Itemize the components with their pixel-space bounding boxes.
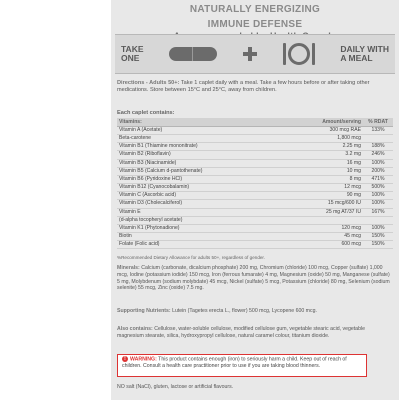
directions-text xyxy=(117,80,393,94)
dose-take-one xyxy=(121,45,144,64)
warning-icon: ! xyxy=(122,356,128,362)
table-row xyxy=(117,175,393,183)
table-header-row xyxy=(117,118,393,127)
dose-one-text: ONE xyxy=(121,53,140,63)
warning-label: WARNING: xyxy=(130,356,157,363)
nutrient-name: Vitamin B1 (Thiamine mononitrate) xyxy=(117,143,282,151)
nutrient-amount: 16 mg xyxy=(282,159,363,167)
nutrient-amount: 45 mcg xyxy=(282,233,363,241)
nutrient-rda xyxy=(363,216,393,224)
nutrient-name: Vitamin E xyxy=(117,208,282,216)
minerals-text xyxy=(117,265,393,292)
rda-footnote: %Recommended Dietary Allowance for adults 50+, regardless of gender. xyxy=(117,255,265,260)
nutrient-amount: 1,800 mcg xyxy=(282,135,363,143)
table-row xyxy=(117,233,393,241)
free-from-note: NO salt (NaCl), gluten, lactose or artificial flavours. xyxy=(117,384,234,390)
supporting-label: Supporting Nutrients: xyxy=(117,308,171,314)
nutrient-name: Biotin xyxy=(117,233,282,241)
nutrient-amount: 25 mg AT/37 IU xyxy=(282,208,363,216)
header-vitamins: Vitamins: xyxy=(117,118,282,127)
nutrient-name: Vitamin A (Acetate) xyxy=(117,127,282,135)
also-contains-label: Also contains: xyxy=(117,326,153,332)
nutrient-rda: 150% xyxy=(363,241,393,249)
table-row xyxy=(117,184,393,192)
dosage-box xyxy=(115,34,395,74)
nutrient-rda: 100% xyxy=(363,200,393,208)
nutrient-name: Beta-carotene xyxy=(117,135,282,143)
minerals-label: Minerals: xyxy=(117,265,140,271)
table-row xyxy=(117,241,393,249)
nutrient-name: (d-alpha tocopheryl acetate) xyxy=(117,216,282,224)
nutrient-name: Vitamin B12 (Cyanocobalamin) xyxy=(117,184,282,192)
nutrient-rda: 246% xyxy=(363,151,393,159)
nutrient-amount: 15 mcg/600 IU xyxy=(282,200,363,208)
warning-body: This product contains enough (iron) to seriously harm a child. Keep out of reach of children. Consult a health care practitioner prior to use if you are taking blood thinners. xyxy=(122,356,347,370)
table-row xyxy=(117,216,393,224)
fork-icon xyxy=(283,43,286,65)
table-row xyxy=(117,192,393,200)
nutrient-rda: 167% xyxy=(363,208,393,216)
minerals-body: Calcium (carbonate, dicalcium phosphate) 200 mg, Chromium (chloride) 100 mcg, Copper (sulfate) 1,000 mcg, Iodine (potassium iodide) 150 mcg, Iron (ferrous fumarate) 4 mg, Magnesium (oxide) 50 mg, Manganese (sulfate) 5 mg, Molybdenum (sodium molybdate) 45 mcg, Nickel (sulfate) 5 mcg, Potassium (chloride) 80 mg, Selenium (sodium selenite) 55 mcg, Zinc (oxide) 7.5 mg. xyxy=(117,265,390,292)
supporting-text xyxy=(117,308,393,315)
nutrient-rda: 500% xyxy=(363,184,393,192)
headline-line-1: NATURALLY ENERGIZING xyxy=(189,4,321,15)
meal-icon xyxy=(283,43,315,65)
table-row xyxy=(117,143,393,151)
label-panel xyxy=(111,0,399,400)
nutrient-amount: 8 mg xyxy=(282,175,363,183)
dose-daily-text: DAILY WITH xyxy=(340,43,389,54)
nutrient-amount: 90 mg xyxy=(282,192,363,200)
headline-line-2: IMMUNE DEFENSE xyxy=(207,19,303,30)
nutrient-name: Vitamin B2 (Riboflavin) xyxy=(117,151,282,159)
header-amount: Amount/serving xyxy=(282,118,363,127)
nutrient-rda: 471% xyxy=(363,175,393,183)
warning-box xyxy=(117,354,367,377)
knife-icon xyxy=(312,43,315,65)
nutrient-name: Vitamin B5 (Calcium d-pantothenate) xyxy=(117,167,282,175)
nutrient-table xyxy=(117,118,393,249)
nutrient-amount: 300 mcg RAE xyxy=(282,127,363,135)
table-row xyxy=(117,127,393,135)
table-title: Each caplet contains: xyxy=(117,110,175,116)
nutrient-name: Vitamin B3 (Niacinamide) xyxy=(117,159,282,167)
nutrient-rda: 133% xyxy=(363,127,393,135)
nutrient-rda: 100% xyxy=(363,224,393,232)
table-row xyxy=(117,135,393,143)
table-row xyxy=(117,167,393,175)
nutrient-name: Folate (Folic acid) xyxy=(117,241,282,249)
nutrient-amount xyxy=(282,216,363,224)
nutrient-rda xyxy=(363,135,393,143)
nutrient-rda: 100% xyxy=(363,159,393,167)
nutrient-amount: 12 mcg xyxy=(282,184,363,192)
nutrient-rda: 200% xyxy=(363,167,393,175)
table-row xyxy=(117,200,393,208)
table-row xyxy=(117,224,393,232)
directions-label: Directions - Adults 50+: xyxy=(117,80,180,86)
nutrient-rda: 188% xyxy=(363,143,393,151)
nutrient-name: Vitamin B6 (Pyridoxine HCl) xyxy=(117,175,282,183)
plus-icon xyxy=(243,47,257,61)
dose-meal-text: A MEAL xyxy=(340,53,373,63)
nutrient-rda: 100% xyxy=(363,192,393,200)
nutrient-amount: 3.2 mg xyxy=(282,151,363,159)
nutrient-rda: 150% xyxy=(363,233,393,241)
directions-body: Take 1 caplet daily with a meal. Take a few hours before or after taking other medications. Store between 15°C and 25°C, away from children. xyxy=(117,80,370,94)
dose-daily-meal xyxy=(340,45,389,64)
table-row xyxy=(117,159,393,167)
plate-icon xyxy=(288,43,310,65)
nutrient-name: Vitamin D3 (Cholecalciferol) xyxy=(117,200,282,208)
table-row xyxy=(117,208,393,216)
caplet-icon xyxy=(169,47,217,61)
nutrient-amount: 120 mcg xyxy=(282,224,363,232)
nutrient-amount: 10 mg xyxy=(282,167,363,175)
supporting-body: Lutein (Tagetes erecta L., flower) 500 mcg, Lycopene 600 mcg. xyxy=(172,308,317,314)
also-contains-text xyxy=(117,326,393,340)
nutrient-amount: 600 mcg xyxy=(282,241,363,249)
nutrient-amount: 2.25 mg xyxy=(282,143,363,151)
nutrient-name: Vitamin C (Ascorbic acid) xyxy=(117,192,282,200)
nutrient-name: Vitamin K1 (Phytonadione) xyxy=(117,224,282,232)
dose-take-text: TAKE xyxy=(121,43,144,54)
also-contains-body: Cellulose, water-soluble cellulose, modified cellulose gum, vegetable stearic acid, vegetable magnesium stearate, silica, hydroxypropyl cellulose, natural caramel colour, titanium dioxide. xyxy=(117,326,365,339)
header-rda: % RDAT xyxy=(363,118,393,127)
table-row xyxy=(117,151,393,159)
